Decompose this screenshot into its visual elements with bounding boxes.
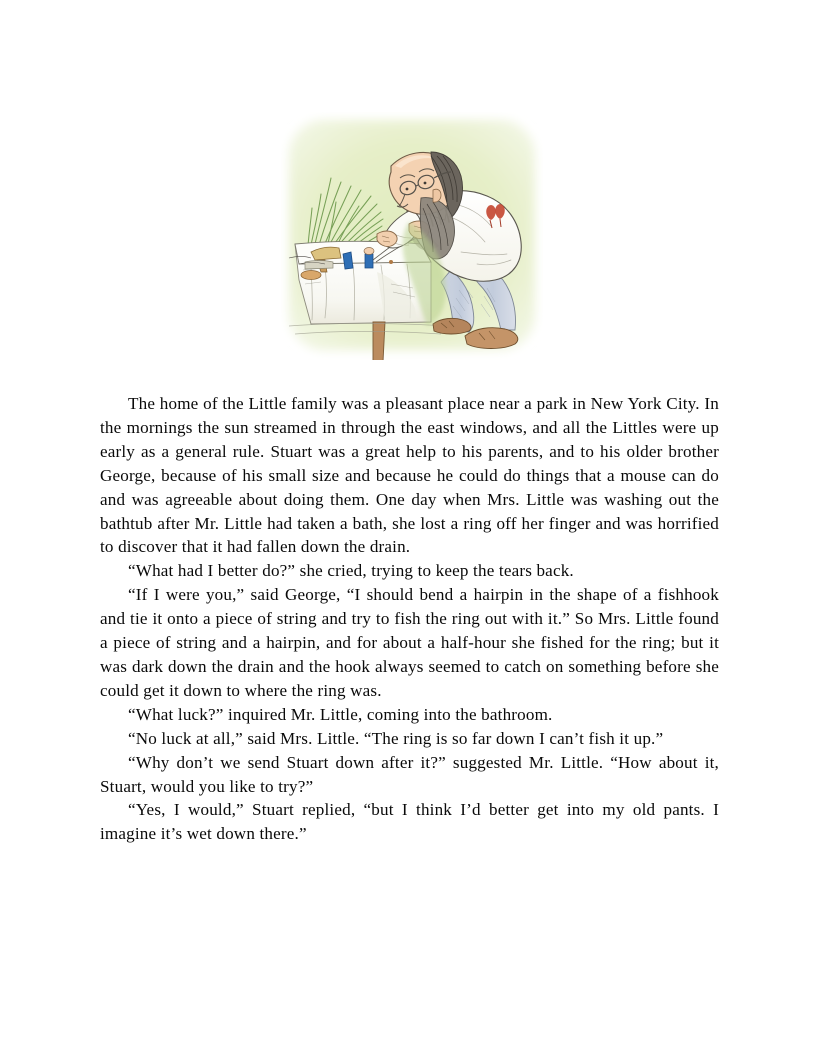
paragraph: The home of the Little family was a pleasant place near a park in New York City. In the mornings the sun streamed in through the east windows, and all the Littles were up early as a general rule. Stuart was a great help to his parents, and to his older brother George, because of his small size and because he could do things that a mouse can do and was agreeable about doing them. One day when Mrs. Little was washing out the bathtub after Mr. Little had taken a bath, she lost a ring off her finger and was horrified to discover that it had fallen down the drain. xyxy=(100,394,719,557)
paragraph: “Yes, I would,” Stuart replied, “but I think I’d better get into my old pants. I imagine it’s wet down there.” xyxy=(100,800,719,844)
paragraph: “What had I better do?” she cried, trying to keep the tears back. xyxy=(128,561,574,581)
paragraph: “Why don’t we send Stuart down after it?” suggested Mr. Little. “How about it, Stuart, would you like to try?” xyxy=(100,752,719,796)
illustration-svg xyxy=(281,112,543,360)
paragraph: “What luck?” inquired Mr. Little, coming into the bathroom. xyxy=(128,704,553,724)
man-at-bathtub-illustration xyxy=(281,112,543,360)
paragraph: “If I were you,” said George, “I should bend a hairpin in the shape of a fishhook and tie it onto a piece of string and try to fish the ring out with it.” So Mrs. Little found a piece of string and a hairpin, and for about a half-hour she fished for the ring; but it was dark down the drain and the hook always seemed to catch on something before she could get it down to where the ring was. xyxy=(100,585,719,700)
paragraph: “No luck at all,” said Mrs. Little. “The ring is so far down I can’t fish it up.” xyxy=(128,728,664,748)
page-body-text xyxy=(100,392,719,846)
